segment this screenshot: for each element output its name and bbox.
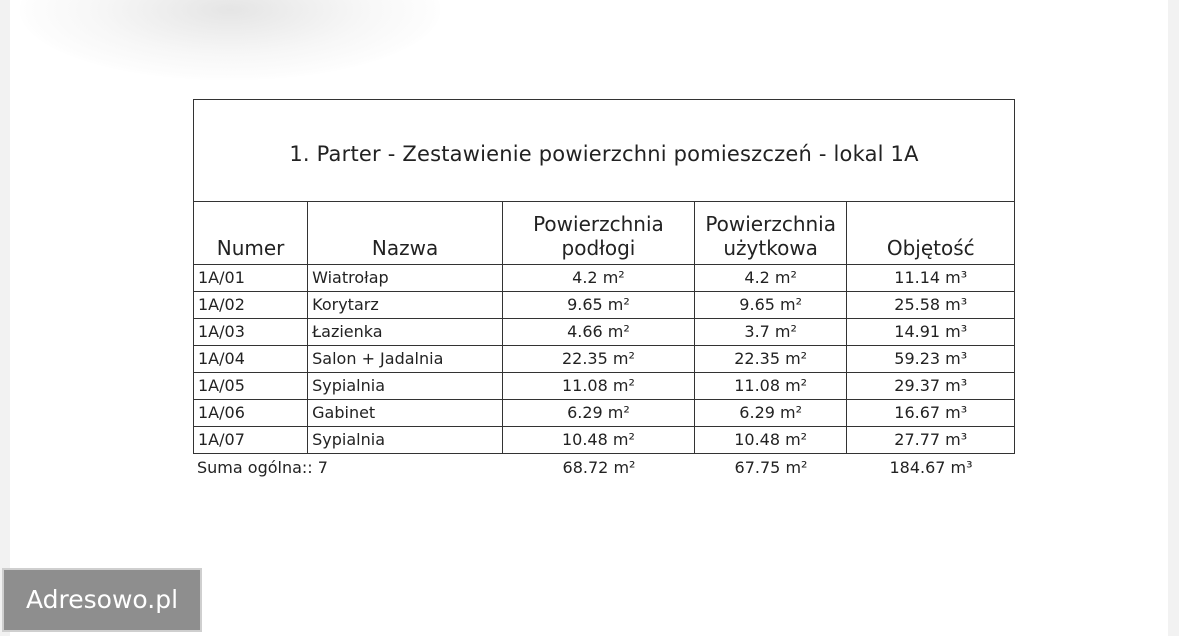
cell-objetosc: 25.58 m³ — [847, 292, 1015, 319]
cell-nazwa: Sypialnia — [308, 427, 503, 454]
header-podlogi-line1: Powierzchnia — [533, 212, 664, 236]
table-header-row — [194, 202, 1015, 265]
cell-podlogi: 22.35 m² — [503, 346, 695, 373]
cell-numer: 1A/01 — [194, 265, 308, 292]
adresowo-watermark: Adresowo.pl — [2, 568, 202, 632]
header-numer: Numer — [194, 202, 308, 265]
cell-podlogi: 10.48 m² — [503, 427, 695, 454]
cell-nazwa: Łazienka — [308, 319, 503, 346]
total-label: Suma ogólna:: 7 — [197, 458, 328, 477]
cell-nazwa: Salon + Jadalnia — [308, 346, 503, 373]
cell-objetosc: 16.67 m³ — [847, 400, 1015, 427]
cell-podlogi: 4.66 m² — [503, 319, 695, 346]
table-row — [194, 373, 1015, 400]
header-podlogi-line2: podłogi — [561, 236, 636, 260]
header-nazwa: Nazwa — [308, 202, 503, 265]
cell-numer: 1A/07 — [194, 427, 308, 454]
cell-podlogi: 6.29 m² — [503, 400, 695, 427]
cell-uzytkowa: 4.2 m² — [694, 265, 847, 292]
table-row — [194, 427, 1015, 454]
header-powierzchnia-podlogi — [503, 202, 695, 265]
document-page — [10, 0, 1168, 636]
cell-numer: 1A/03 — [194, 319, 308, 346]
table-row — [194, 346, 1015, 373]
cell-nazwa: Wiatrołap — [308, 265, 503, 292]
header-uzytkowa-line1: Powierzchnia — [705, 212, 836, 236]
header-powierzchnia-uzytkowa — [694, 202, 847, 265]
table-row — [194, 265, 1015, 292]
cell-uzytkowa: 3.7 m² — [694, 319, 847, 346]
table-title: 1. Parter - Zestawienie powierzchni pomieszczeń - lokal 1A — [194, 100, 1015, 202]
total-objetosc: 184.67 m³ — [889, 458, 973, 477]
header-objetosc: Objętość — [847, 202, 1015, 265]
cell-uzytkowa: 22.35 m² — [694, 346, 847, 373]
cell-podlogi: 11.08 m² — [503, 373, 695, 400]
cell-numer: 1A/06 — [194, 400, 308, 427]
cell-uzytkowa: 11.08 m² — [694, 373, 847, 400]
cell-nazwa: Sypialnia — [308, 373, 503, 400]
total-uzytkowa: 67.75 m² — [734, 458, 808, 477]
cell-uzytkowa: 6.29 m² — [694, 400, 847, 427]
scan-smudge — [20, 0, 440, 80]
table-row — [194, 292, 1015, 319]
cell-objetosc: 14.91 m³ — [847, 319, 1015, 346]
cell-nazwa: Korytarz — [308, 292, 503, 319]
cell-uzytkowa: 10.48 m² — [694, 427, 847, 454]
room-schedule — [193, 99, 1015, 482]
total-podlogi: 68.72 m² — [562, 458, 636, 477]
room-area-table — [193, 99, 1015, 454]
total-row — [193, 454, 1015, 482]
cell-objetosc: 59.23 m³ — [847, 346, 1015, 373]
cell-numer: 1A/04 — [194, 346, 308, 373]
table-row — [194, 319, 1015, 346]
cell-objetosc: 27.77 m³ — [847, 427, 1015, 454]
cell-podlogi: 9.65 m² — [503, 292, 695, 319]
cell-nazwa: Gabinet — [308, 400, 503, 427]
cell-objetosc: 11.14 m³ — [847, 265, 1015, 292]
cell-podlogi: 4.2 m² — [503, 265, 695, 292]
cell-objetosc: 29.37 m³ — [847, 373, 1015, 400]
cell-uzytkowa: 9.65 m² — [694, 292, 847, 319]
cell-numer: 1A/05 — [194, 373, 308, 400]
table-row — [194, 400, 1015, 427]
cell-numer: 1A/02 — [194, 292, 308, 319]
header-uzytkowa-line2: użytkowa — [723, 236, 818, 260]
